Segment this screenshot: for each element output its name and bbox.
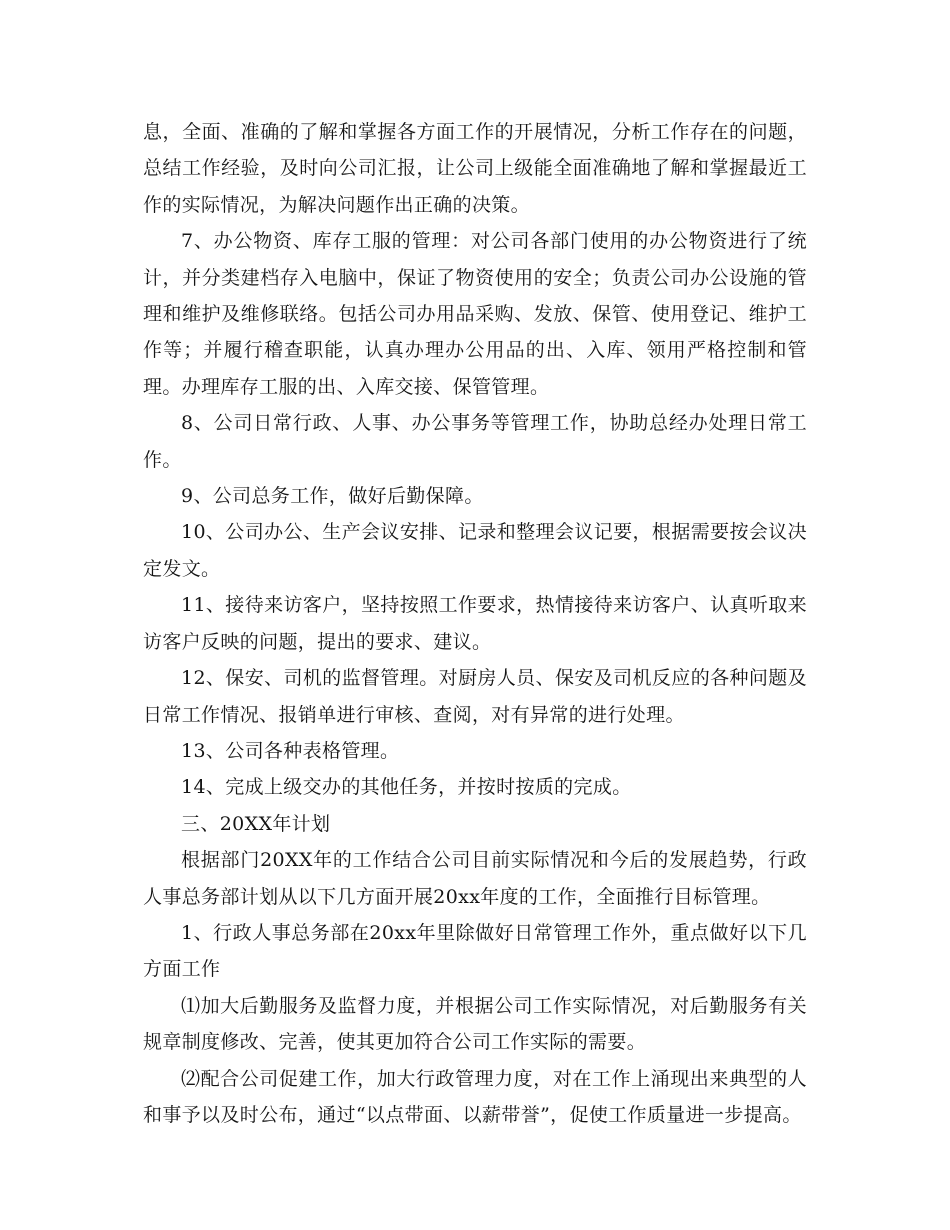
paragraph: 13、公司各种表格管理。 [181,739,400,762]
paragraph: 1、行政人事总务部在20xx年里除做好日常管理工作外，重点做好以下几方面工作 [143,921,807,981]
paragraph: 7、办公物资、库存工服的管理：对公司各部门使用的办公物资进行了统计，并分类建档存入电脑中，保证了物资使用的安全；负责公司办公设施的管理和维护及维修联络。包括公司办用品采购、发放、保管、使用登记、维护工作等；并履行稽查职能，认真办理办公用品的出、入库、领用严格控制和管理。办理库存工服的出、入库交接、保管管理。 [143,230,807,398]
paragraph: 根据部门20XX年的工作结合公司目前实际情况和今后的发展趋势，行政人事总务部计划从以下几方面开展20xx年度的工作，全面推行目标管理。 [143,849,807,908]
paragraph: ⑵配合公司促建工作，加大行政管理力度，对在工作上涌现出来典型的人和事予以及时公布，通过“以点带面、以薪带誉”，促使工作质量进一步提高。 [143,1067,807,1126]
paragraph: 8、公司日常行政、人事、办公事务等管理工作，协助总经办处理日常工作。 [143,412,807,471]
paragraph: 9、公司总务工作，做好后勤保障。 [181,485,484,508]
paragraph: 12、保安、司机的监督管理。对厨房人员、保安及司机反应的各种问题及日常工作情况、报销单进行审核、查阅，对有异常的进行处理。 [143,667,807,726]
section-heading: 三、20XX年计划 [181,812,331,835]
paragraph: 10、公司办公、生产会议安排、记录和整理会议记要，根据需要按会议决定发文。 [143,521,807,580]
document-body [143,114,807,1133]
paragraph: 11、接待来访客户，坚持按照工作要求，热情接待来访客户、认真听取来访客户反映的问题，提出的要求、建议。 [143,594,807,653]
paragraph: 息，全面、准确的了解和掌握各方面工作的开展情况，分析工作存在的问题，总结工作经验，及时向公司汇报，让公司上级能全面准确地了解和掌握最近工作的实际情况，为解决问题作出正确的决策。 [143,121,807,216]
paragraph: ⑴加大后勤服务及监督力度，并根据公司工作实际情况，对后勤服务有关规章制度修改、完善，使其更加符合公司工作实际的需要。 [143,994,807,1054]
paragraph: 14、完成上级交办的其他任务，并按时按质的完成。 [181,776,632,799]
